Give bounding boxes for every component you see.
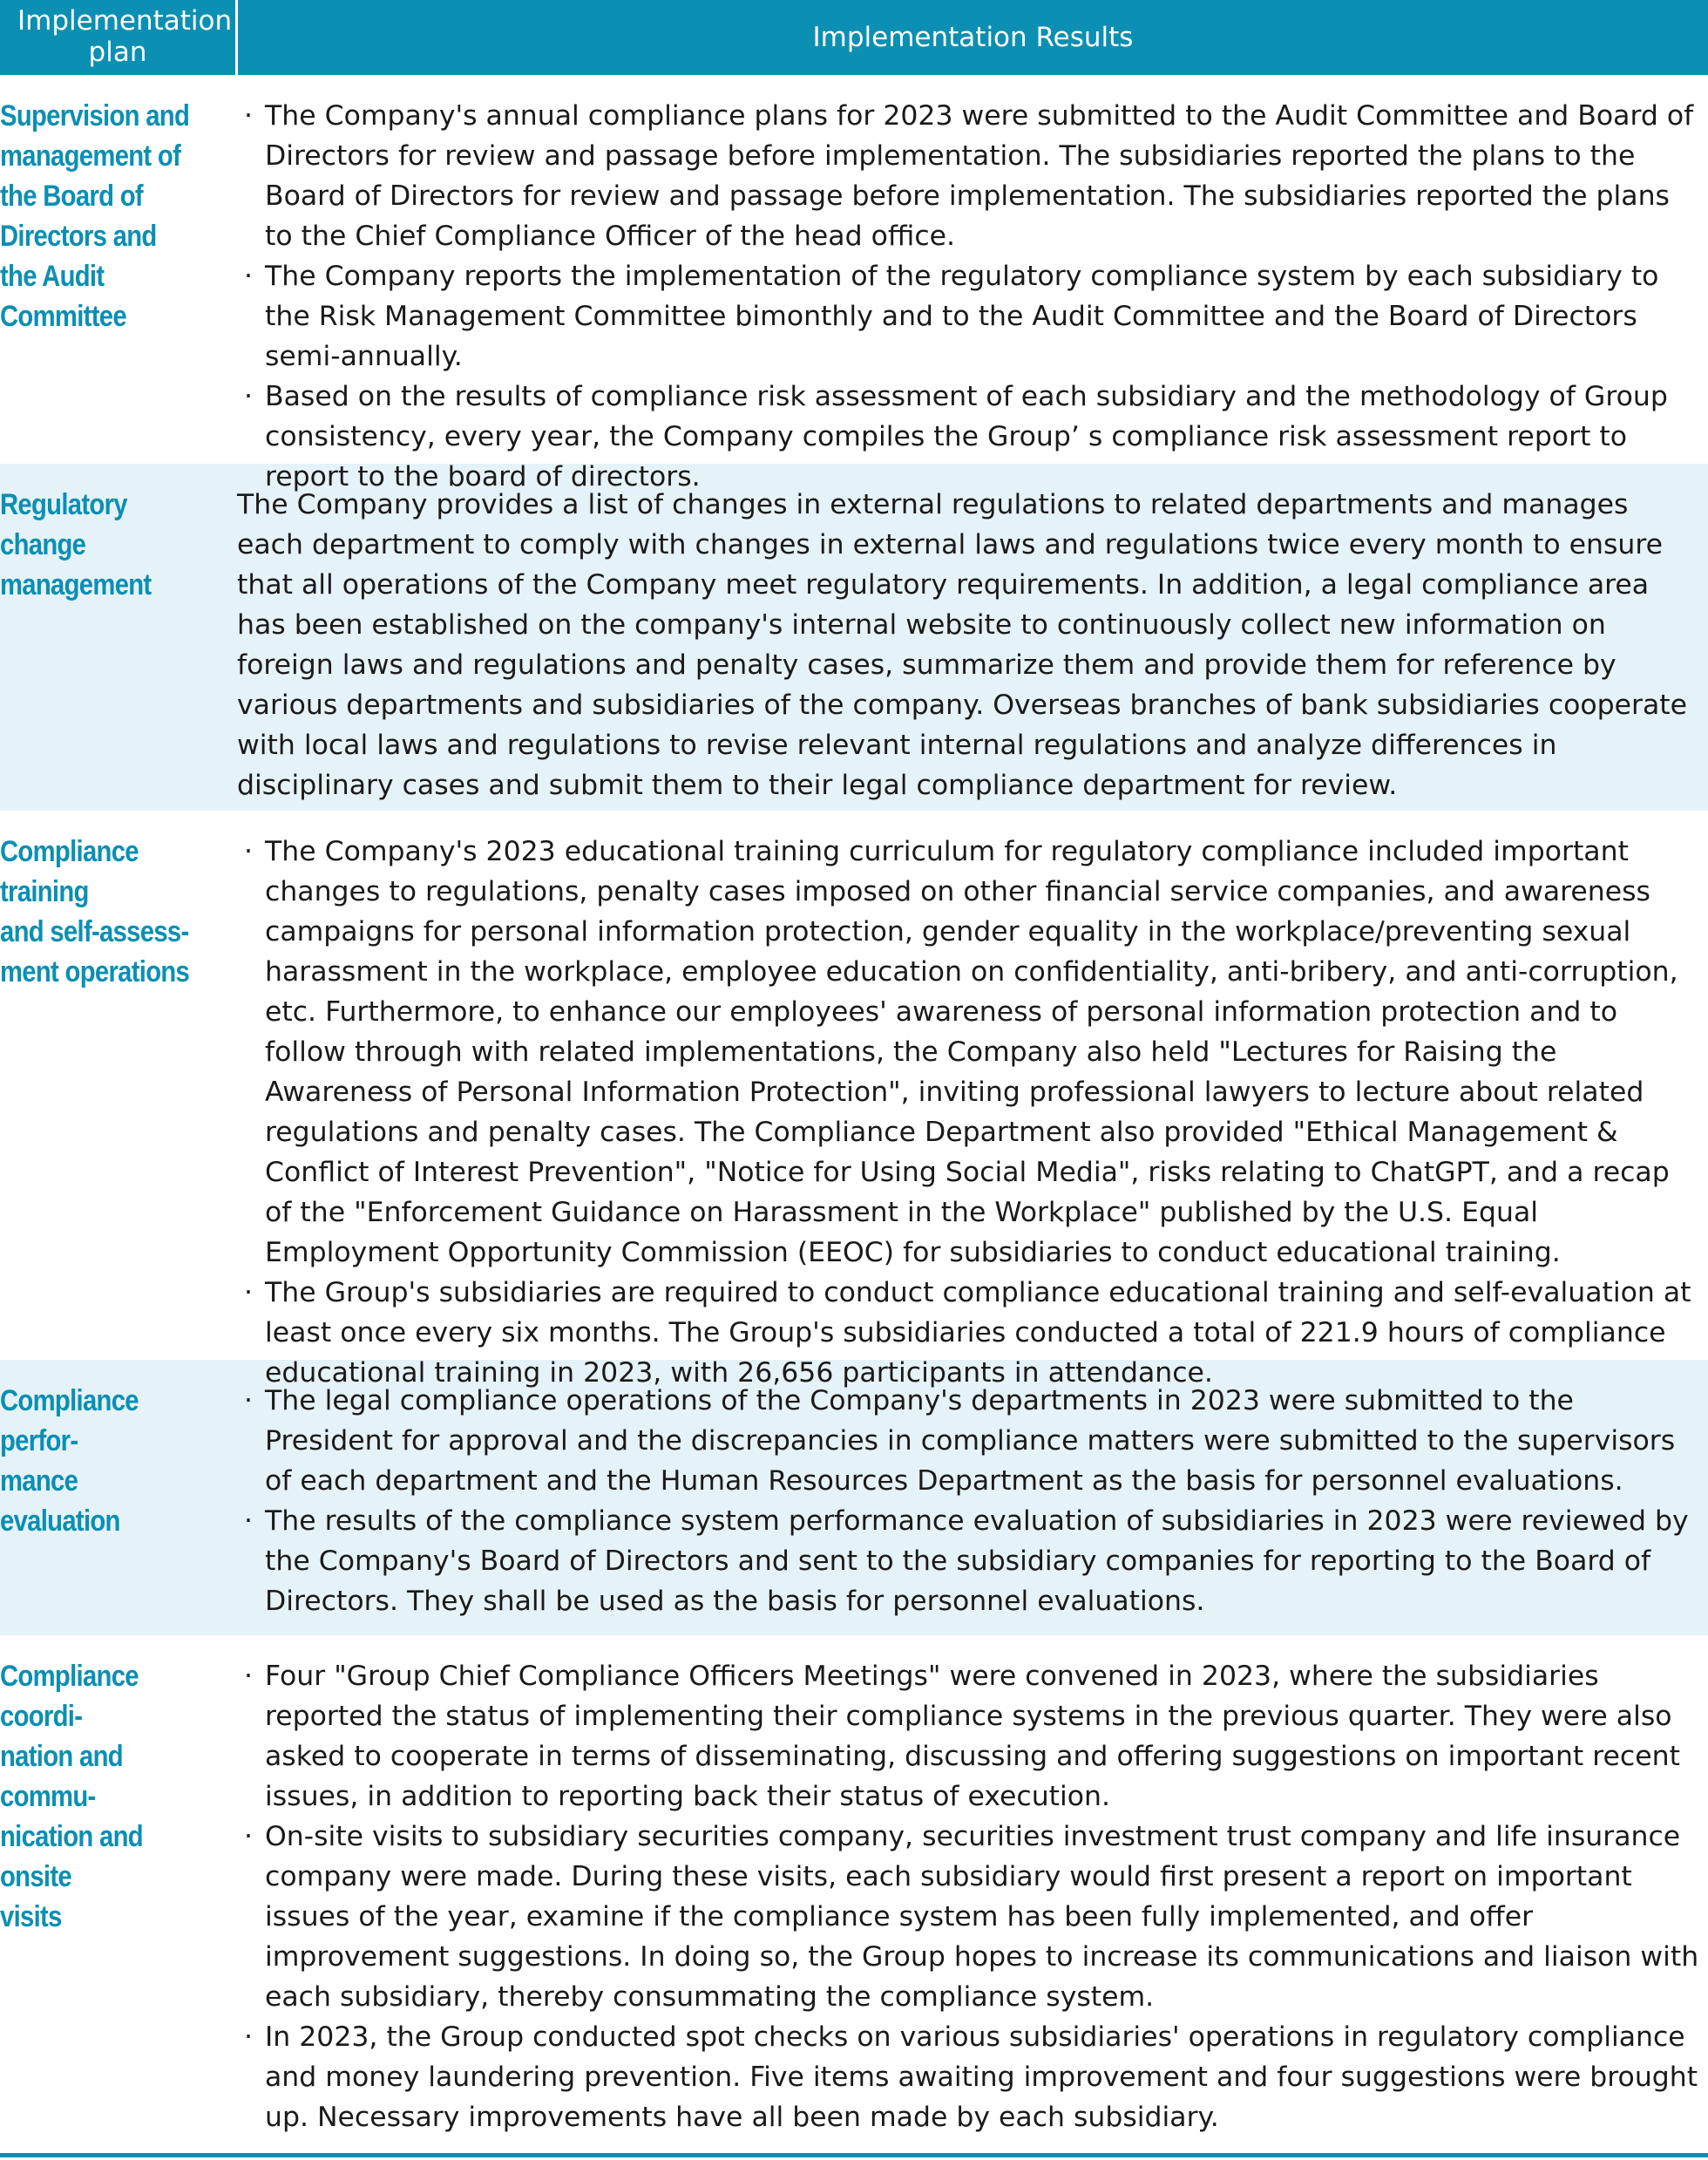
header-results-column bbox=[238, 0, 1708, 75]
bottom-rule bbox=[0, 2153, 1708, 2157]
results-cell bbox=[237, 1360, 1708, 1635]
table-row bbox=[0, 464, 1708, 811]
bullet-marker: · bbox=[244, 1505, 254, 1537]
table-row bbox=[0, 1635, 1708, 2150]
list-item-text: Based on the results of compliance risk assessment of each subsidiary and the methodology of Group consistency, every year, the Company compiles the Group’ s compliance risk assessment report to report to the board of directors. bbox=[265, 381, 1668, 492]
list-item-text: The Company's 2023 educational training curriculum for regulatory compliance included important changes to regulations, penalty cases imposed on other financial service companies, and awareness campaigns for personal information protection, gender equality in the workplace/preventing sexual harassment in the workplace, employee education on confidentiality, anti-bribery, and anti-corruption, etc. Furthermore, to enhance our employees' awareness of personal information protection and to follow through with related implementations, the Company also held "Lectures for Raising the Awareness of Personal Information Protection", inviting professional lawyers to lecture about related regulations and penalty cases. The Compliance Department also provided "Ethical Management & Conflict of Interest Prevention", "Notice for Using Social Media", risks relating to ChatGPT, and a recap of the "Enforcement Guidance on Harassment in the Workplace" published by the U.S. Equal Employment Opportunity Commission (EEOC) for subsidiaries to conduct educational training. bbox=[265, 836, 1678, 1268]
list-item-text: The Company's annual compliance plans for 2023 were submitted to the Audit Committee and Board of Directors for review and passage before implementation. The subsidiaries reported the plans to the Board of Directors for review and passage before implementation. The subsidiaries reported the plans to the Chief Compliance Officer of the head office. bbox=[265, 100, 1694, 252]
plan-label: Compliance perfor- mance evaluation bbox=[0, 1384, 139, 1538]
table-row bbox=[0, 75, 1708, 492]
bullet-marker: · bbox=[244, 1661, 254, 1692]
results-paragraph: The Company provides a list of changes in external regulations to related departments and manages each department to comply with changes in external laws and regulations twice every month to ensure that all operations of the Company meet regulatory requirements. In addition, a legal compliance area has been established on the company's internal website to continuously collect new information on foreign laws and regulations and penalty cases, summarize them and provide them for reference by various departments and subsidiaries of the company. Overseas branches of bank subsidiaries cooperate with local laws and regulations to revise relevant internal regulations and analyze differences in disciplinary cases and submit them to their legal compliance department for review. bbox=[237, 489, 1688, 801]
bullet-marker: · bbox=[244, 1385, 254, 1416]
list-item-text: The Company reports the implementation of the regulatory compliance system by each subsidiary to the Risk Management Committee bimonthly and to the Audit Committee and the Board of Directors semi-annually. bbox=[265, 261, 1659, 372]
list-item bbox=[237, 2017, 1703, 2137]
bullet-marker: · bbox=[244, 100, 254, 132]
plan-label: Supervision and management of the Board of Directors and the Audit Committee bbox=[0, 99, 190, 333]
bullet-marker: · bbox=[244, 1821, 254, 1852]
header-results-label: Implementation Results bbox=[812, 22, 1134, 53]
list-item bbox=[237, 256, 1703, 377]
list-item bbox=[237, 96, 1703, 256]
bullet-marker: · bbox=[244, 2021, 254, 2053]
list-item-text: On-site visits to subsidiary securities company, securities investment trust company and life insurance company were made. During these visits, each subsidiary would first present a report on important issues of the year, examine if the compliance system has been fully implemented, and offer improvement suggestions. In doing so, the Group hopes to increase its communications and liaison with each subsidiary, thereby consummating the compliance system. bbox=[265, 1821, 1699, 2013]
list-item-text: The Group's subsidiaries are required to conduct compliance educational training and self-evaluation at least once every six months. The Group's subsidiaries conducted a total of 221.9 hours of compliance educational training in 2023, with 26,656 participants in attendance. bbox=[265, 1277, 1691, 1389]
table-row bbox=[0, 1360, 1708, 1635]
table-header bbox=[0, 0, 1708, 75]
header-plan-label: Implementation plan bbox=[17, 5, 233, 68]
list-item bbox=[237, 1501, 1703, 1621]
list-item bbox=[237, 1381, 1703, 1501]
list-item bbox=[237, 1656, 1703, 1817]
plan-label: Regulatory change management bbox=[0, 488, 152, 601]
results-cell bbox=[237, 811, 1708, 1389]
results-cell bbox=[237, 1635, 1708, 2150]
header-plan-column bbox=[0, 0, 238, 75]
list-item-text: The results of the compliance system performance evaluation of subsidiaries in 2023 were reviewed by the Company's Board of Directors and sent to the subsidiary companies for reporting to the Board of Directors. They shall be used as the basis for personnel evaluations. bbox=[265, 1505, 1689, 1617]
list-item-text: In 2023, the Group conducted spot checks on various subsidiaries' operations in regulatory compliance and money laundering prevention. Five items awaiting improvement and four suggestions were brought up. Necessary improvements have all been made by each subsidiary. bbox=[265, 2021, 1698, 2133]
bullet-marker: · bbox=[244, 261, 254, 292]
results-cell bbox=[237, 464, 1708, 811]
list-item bbox=[237, 1817, 1703, 2017]
table-row bbox=[0, 811, 1708, 1389]
list-item-text: The legal compliance operations of the Company's departments in 2023 were submitted to the President for approval and the discrepancies in compliance matters were submitted to the supervisors of each department and the Human Resources Department as the basis for personnel evaluations. bbox=[265, 1385, 1676, 1497]
plan-label: Compliance training and self-assess- ment operations bbox=[0, 835, 190, 988]
results-cell bbox=[237, 75, 1708, 492]
list-item bbox=[237, 832, 1703, 1273]
list-item-text: Four "Group Chief Compliance Officers Meetings" were convened in 2023, where the subsidiaries reported the status of implementing their compliance systems in the previous quarter. They were also asked to cooperate in terms of disseminating, discussing and offering suggestions on important recent issues, in addition to reporting back their status of execution. bbox=[265, 1661, 1680, 1812]
bullet-marker: · bbox=[244, 381, 254, 412]
bullet-marker: · bbox=[244, 836, 254, 867]
bullet-marker: · bbox=[244, 1277, 254, 1308]
plan-label: Compliance coordi- nation and commu- nication and onsite visits bbox=[0, 1660, 143, 1933]
